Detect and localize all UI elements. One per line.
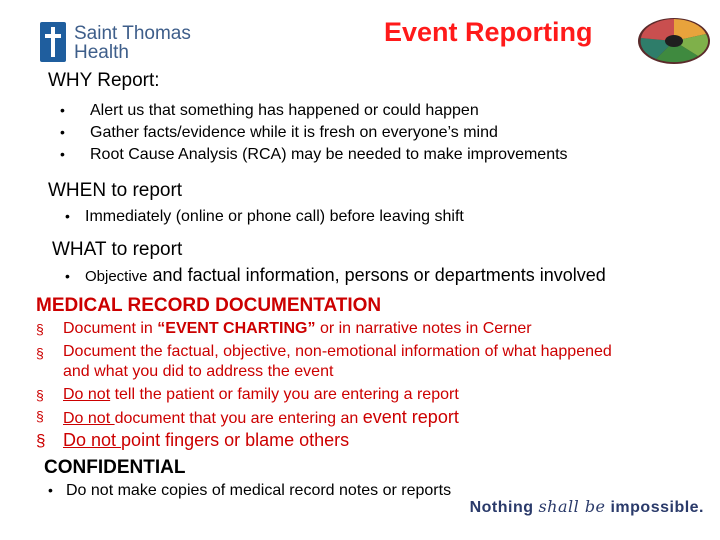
confidential-item-1: • Do not make copies of medical record notes or reports [48,482,452,499]
logo-cross-icon [40,22,66,62]
medical-item-3: § Do not tell the patient or family you are entering a report [36,386,459,403]
bullet-icon: • [65,208,70,224]
square-bullet-icon: § [36,345,44,361]
what-item-1: • Objective and factual information, persons or departments involved [65,265,606,285]
bullet-icon: • [60,146,65,162]
when-item-1: • Immediately (online or phone call) before leaving shift [65,208,464,225]
medical-heading: MEDICAL RECORD DOCUMENTATION [36,295,382,316]
bullet-icon: • [60,102,65,118]
tagline: Nothing shall be impossible. [469,497,704,516]
why-item-2: • Gather facts/evidence while it is fresh on everyone’s mind [60,124,498,141]
when-heading: WHEN to report [48,180,183,201]
square-bullet-icon: § [36,387,44,403]
square-bullet-icon: § [36,408,44,424]
medical-item-1: § Document in “EVENT CHARTING” or in narrative notes in Cerner [36,320,532,337]
why-item-1: • Alert us that something has happened or could happen [60,102,479,119]
why-item-3: • Root Cause Analysis (RCA) may be needed to make improvements [60,146,568,163]
what-heading: WHAT to report [52,239,183,260]
medical-item-5: § Do not point fingers or blame others [36,430,350,450]
bullet-icon: • [60,124,65,140]
page-title: Event Reporting [384,17,593,47]
logo-line-2: Health [74,42,129,63]
bullet-icon: • [48,482,53,498]
bullet-icon: • [65,268,70,284]
medical-item-2: § Document the factual, objective, non-emotional information of what happened and what you did to address the event [36,343,612,380]
medical-item-4: § Do not document that you are entering an event report [36,407,459,427]
why-heading: WHY Report: [48,70,160,91]
confidential-heading: CONFIDENTIAL [44,457,186,478]
process-wheel-icon [636,16,712,66]
square-bullet-icon: § [36,431,46,450]
logo-line-1: Saint Thomas [74,23,191,44]
logo-text [74,24,191,62]
square-bullet-icon: § [36,321,44,337]
